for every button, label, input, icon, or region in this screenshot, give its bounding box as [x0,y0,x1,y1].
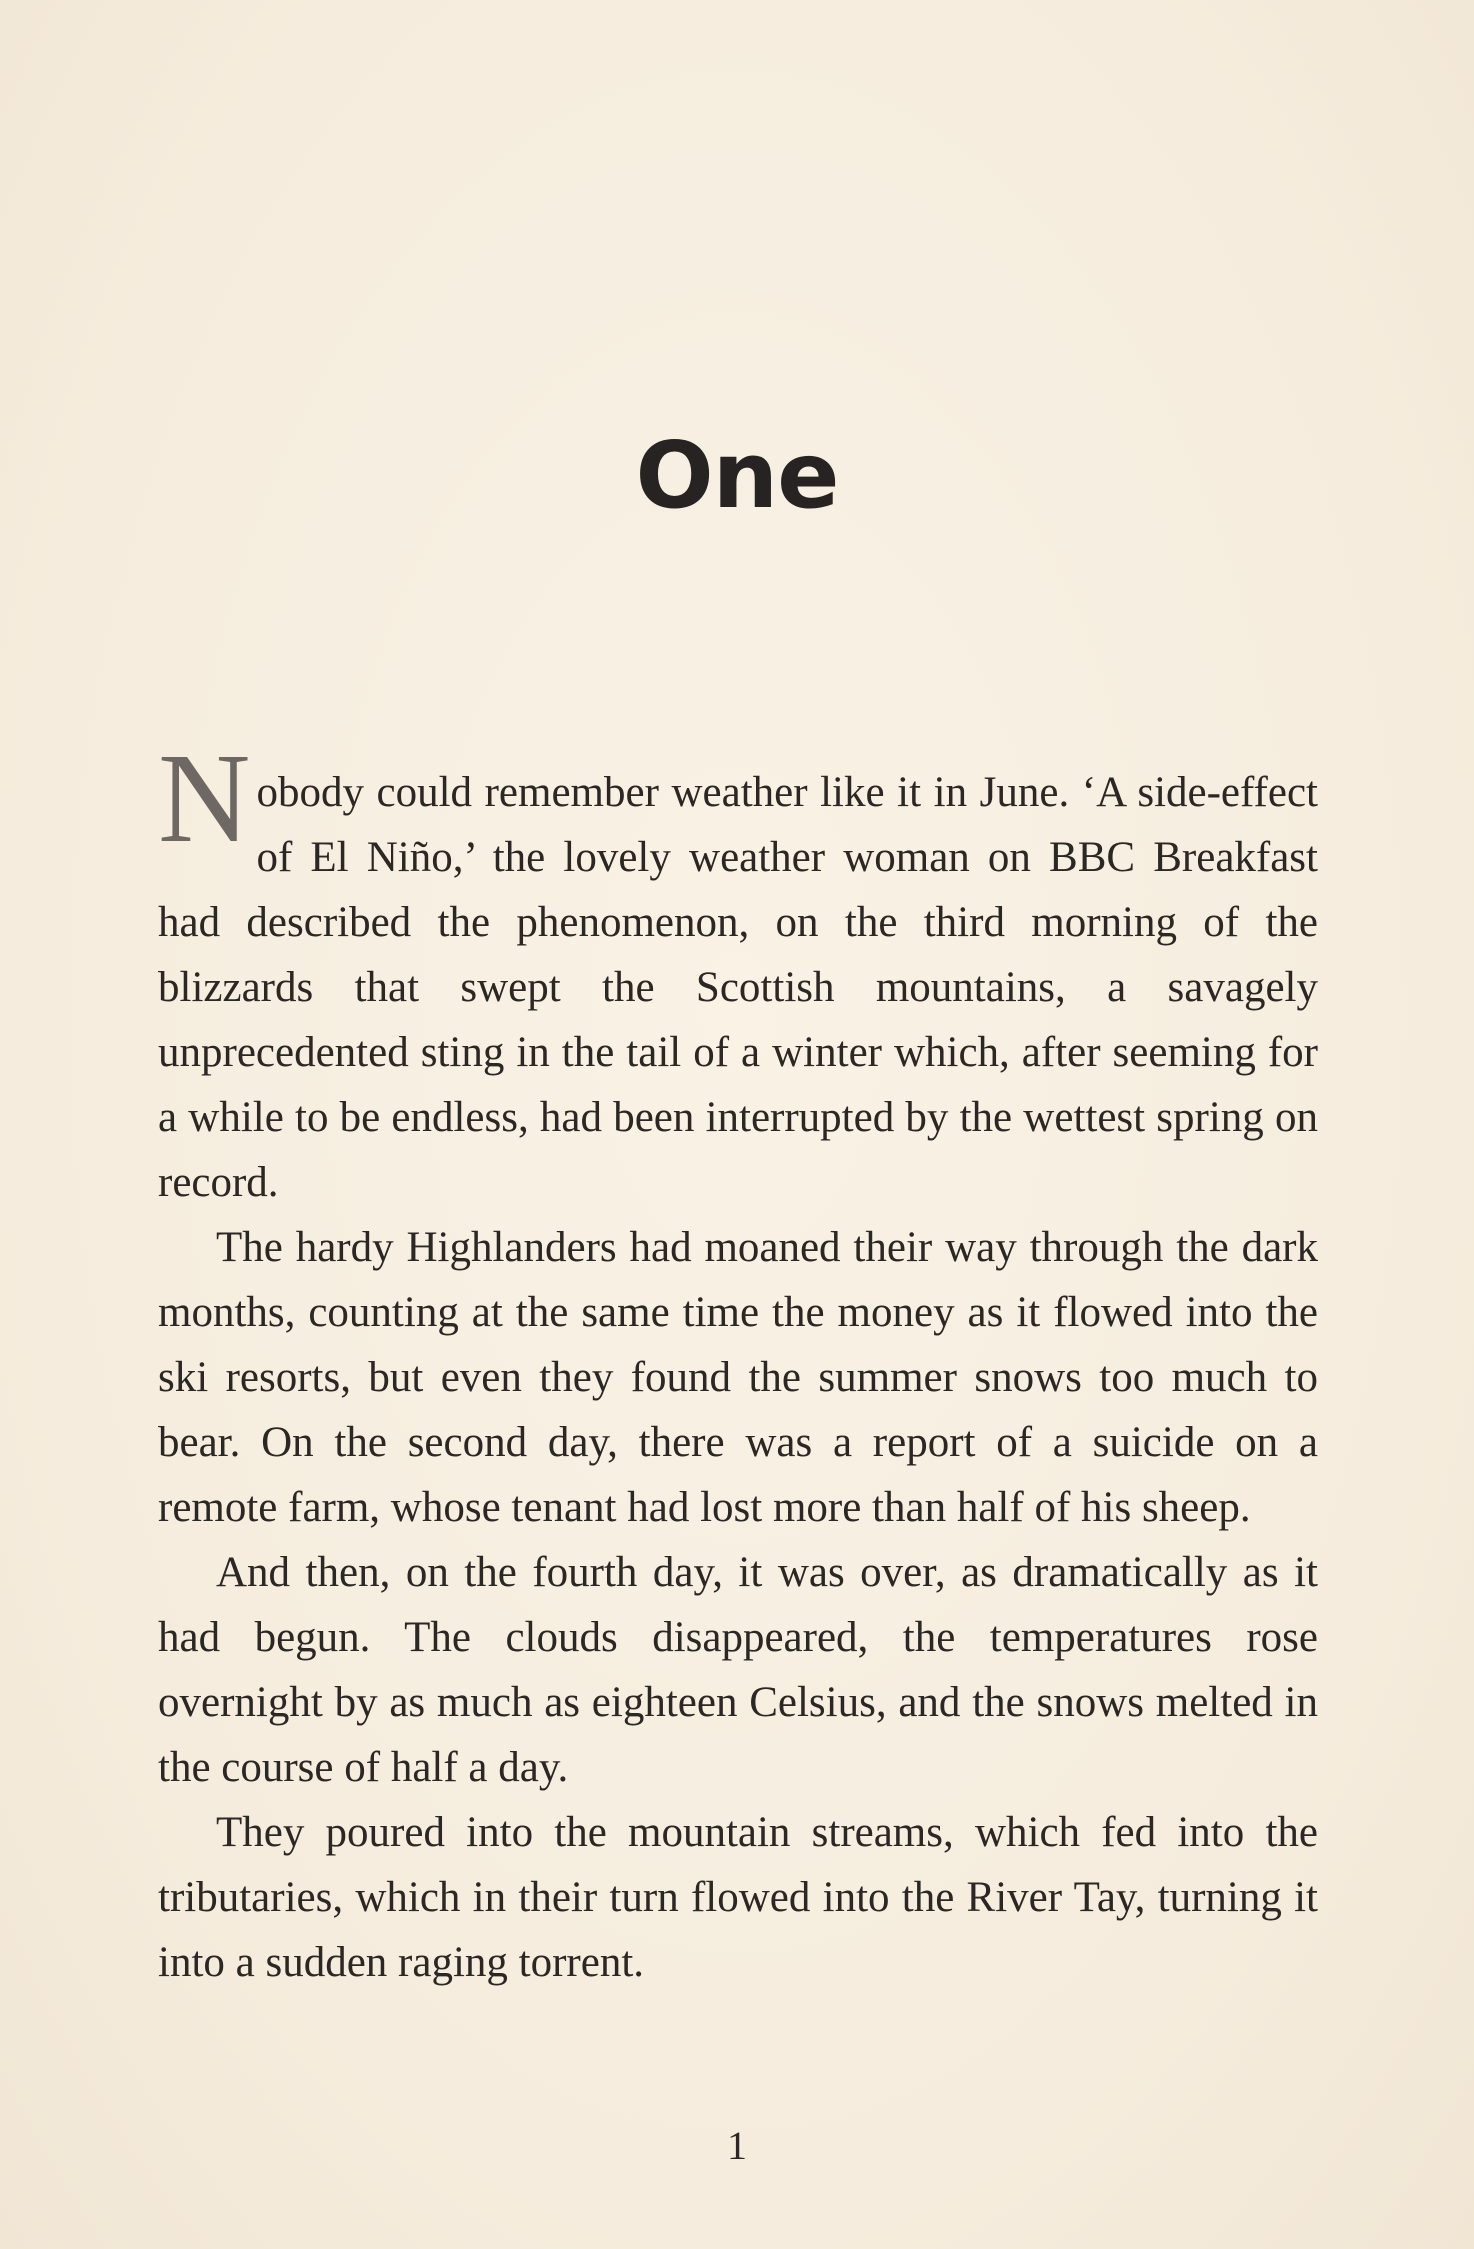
chapter-body [158,727,1318,1995]
paragraph-2: The hardy Highlanders had moaned their way through the dark months, counting at the same time the money as it flowed into the ski resorts, but even they found the summer snows too much to bear. On the second day, there was a report of a suicide on a remote farm, whose tenant had lost more than half of his sheep. [158,1224,1318,1531]
page-number: 1 [727,2123,747,2168]
paragraph-1 [158,727,1318,1215]
paragraph-1-text: obody could remember weather like it in June. ‘A side-effect of El Niño,’ the lovely weather woman on BBC Breakfast had described the phenomenon, on the third morning of the blizzards that swept the Scottish mountains, a savagely unprecedented sting in the tail of a winter which, after seeming for a while to be endless, had been interrupted by the wettest spring on record. [158,769,1318,1206]
chapter-title: One [635,422,839,529]
paragraph-4: They poured into the mountain streams, which fed into the tributaries, which in their turn flowed into the River Tay, turning it into a sudden raging torrent. [158,1809,1318,1986]
paragraph-3: And then, on the fourth day, it was over, as dramatically as it had begun. The clouds disappeared, the temperatures rose overnight by as much as eighteen Celsius, and the snows melted in the course of half a day. [158,1549,1318,1791]
drop-cap: N [158,727,251,869]
